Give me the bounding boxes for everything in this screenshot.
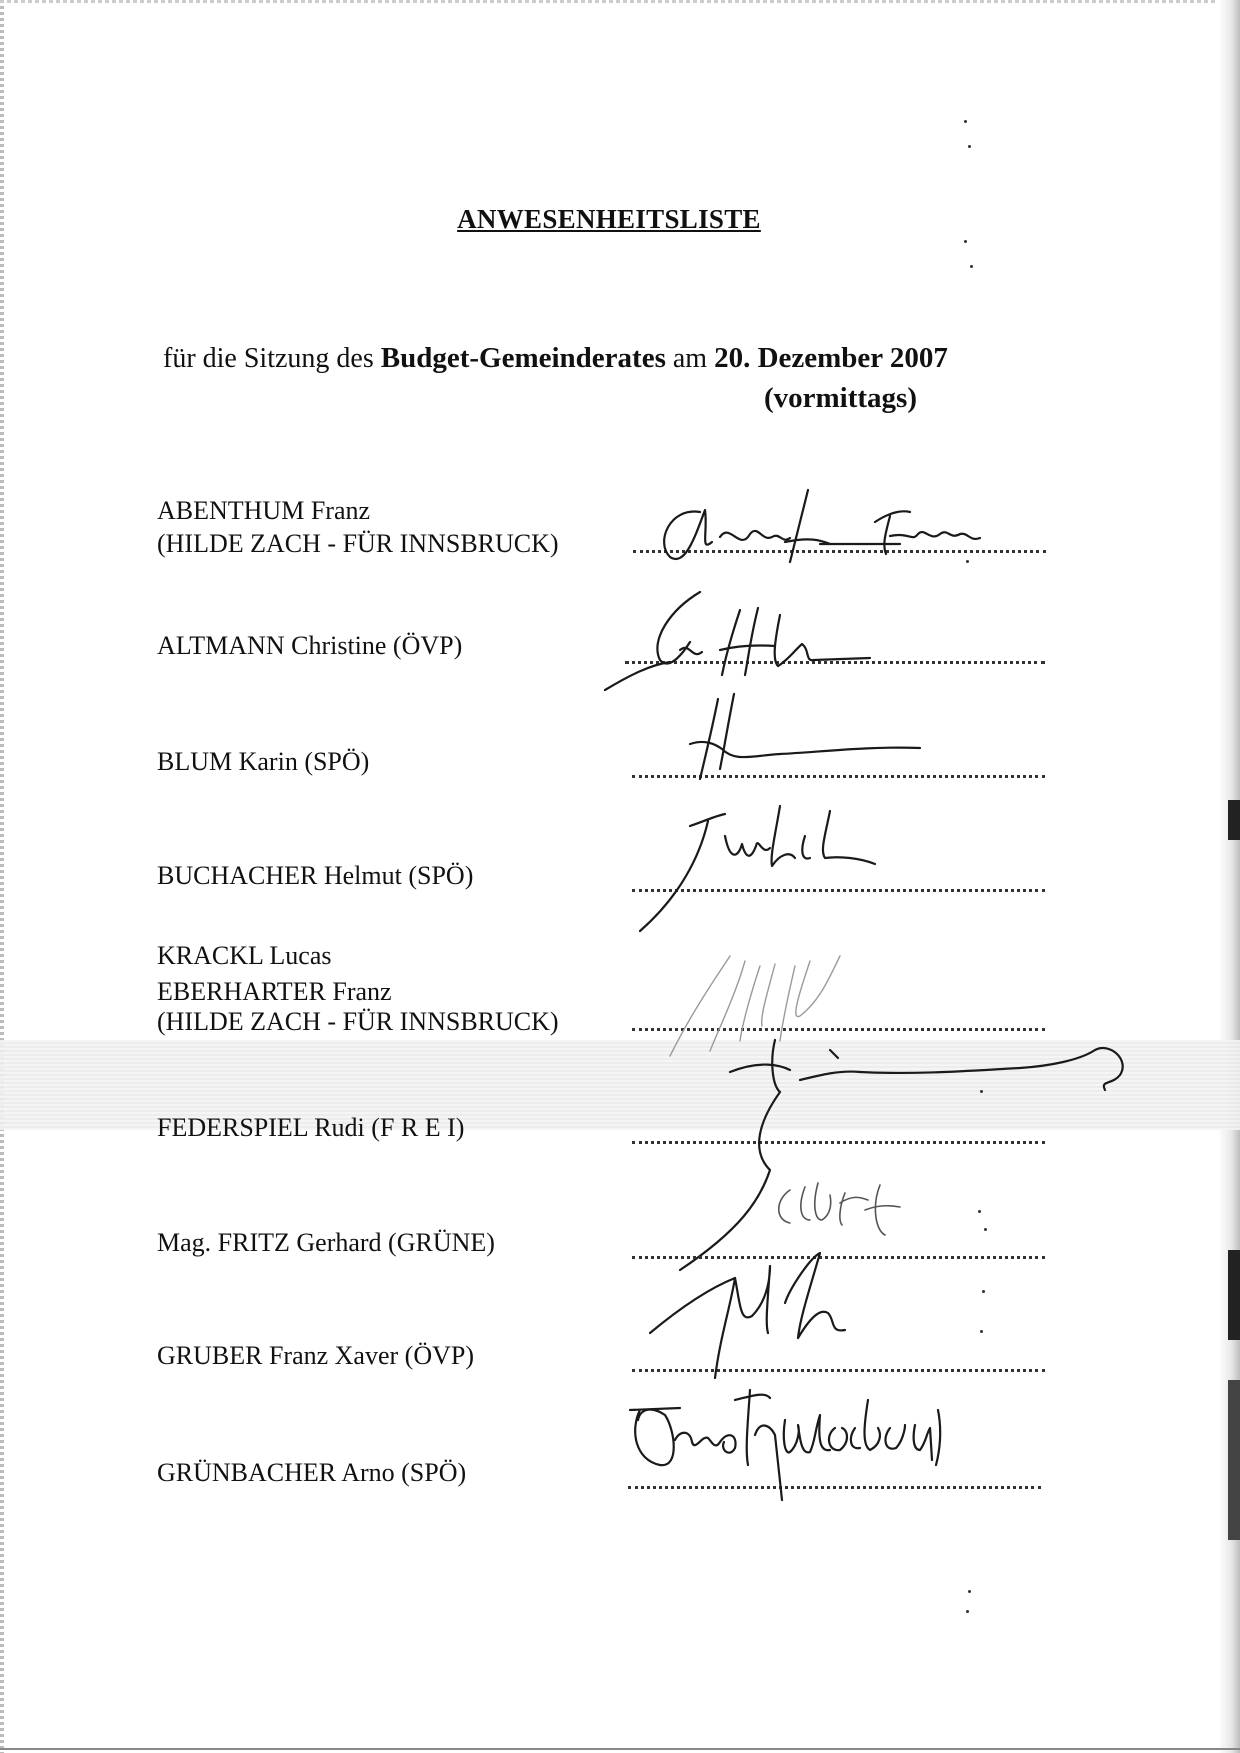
attendee-name: GRUBER Franz Xaver (ÖVP): [157, 1341, 475, 1370]
attendee-name: GRÜNBACHER Arno (SPÖ): [157, 1458, 467, 1487]
attendee-name: ALTMANN Christine (ÖVP): [157, 631, 463, 660]
session-date: 20. Dezember 2007: [714, 342, 948, 374]
signature-image: [660, 694, 980, 784]
subtitle-prefix: für die Sitzung des: [163, 343, 381, 374]
session-subtitle: [163, 342, 948, 414]
attendee-name: Mag. FRITZ Gerhard (GRÜNE): [157, 1228, 495, 1257]
scan-edge-bottom: [0, 1748, 1240, 1750]
scan-mark: [1228, 1250, 1240, 1340]
scan-edge-left: [0, 0, 4, 1753]
attendee-name-2: EBERHARTER Franz: [157, 977, 392, 1006]
subtitle-middle: am: [665, 343, 715, 374]
session-time: (vormittags): [764, 382, 918, 414]
attendee-name: BLUM Karin (SPÖ): [157, 747, 370, 776]
signature-image: [590, 580, 890, 690]
attendee-name: ABENTHUM Franz: [157, 496, 371, 525]
page-title: ANWESENHEITSLISTE: [457, 204, 761, 234]
signature-image: [620, 1380, 1040, 1510]
attendee-name: KRACKL Lucas: [157, 941, 332, 970]
attendee-name: FEDERSPIEL Rudi (F R E I): [157, 1113, 465, 1142]
attendee-group: (HILDE ZACH - FÜR INNSBRUCK): [157, 529, 559, 558]
signature-image: [650, 482, 1050, 572]
scan-mark: [1228, 800, 1240, 840]
attendee-group: (HILDE ZACH - FÜR INNSBRUCK): [157, 1007, 559, 1036]
signature-image: [630, 796, 930, 936]
attendee-name: BUCHACHER Helmut (SPÖ): [157, 861, 474, 890]
scan-mark: [1228, 1380, 1240, 1540]
scan-edge-top: [0, 0, 1240, 3]
signature-image: [640, 1248, 960, 1398]
session-type: Budget-Gemeinderates: [380, 342, 666, 374]
